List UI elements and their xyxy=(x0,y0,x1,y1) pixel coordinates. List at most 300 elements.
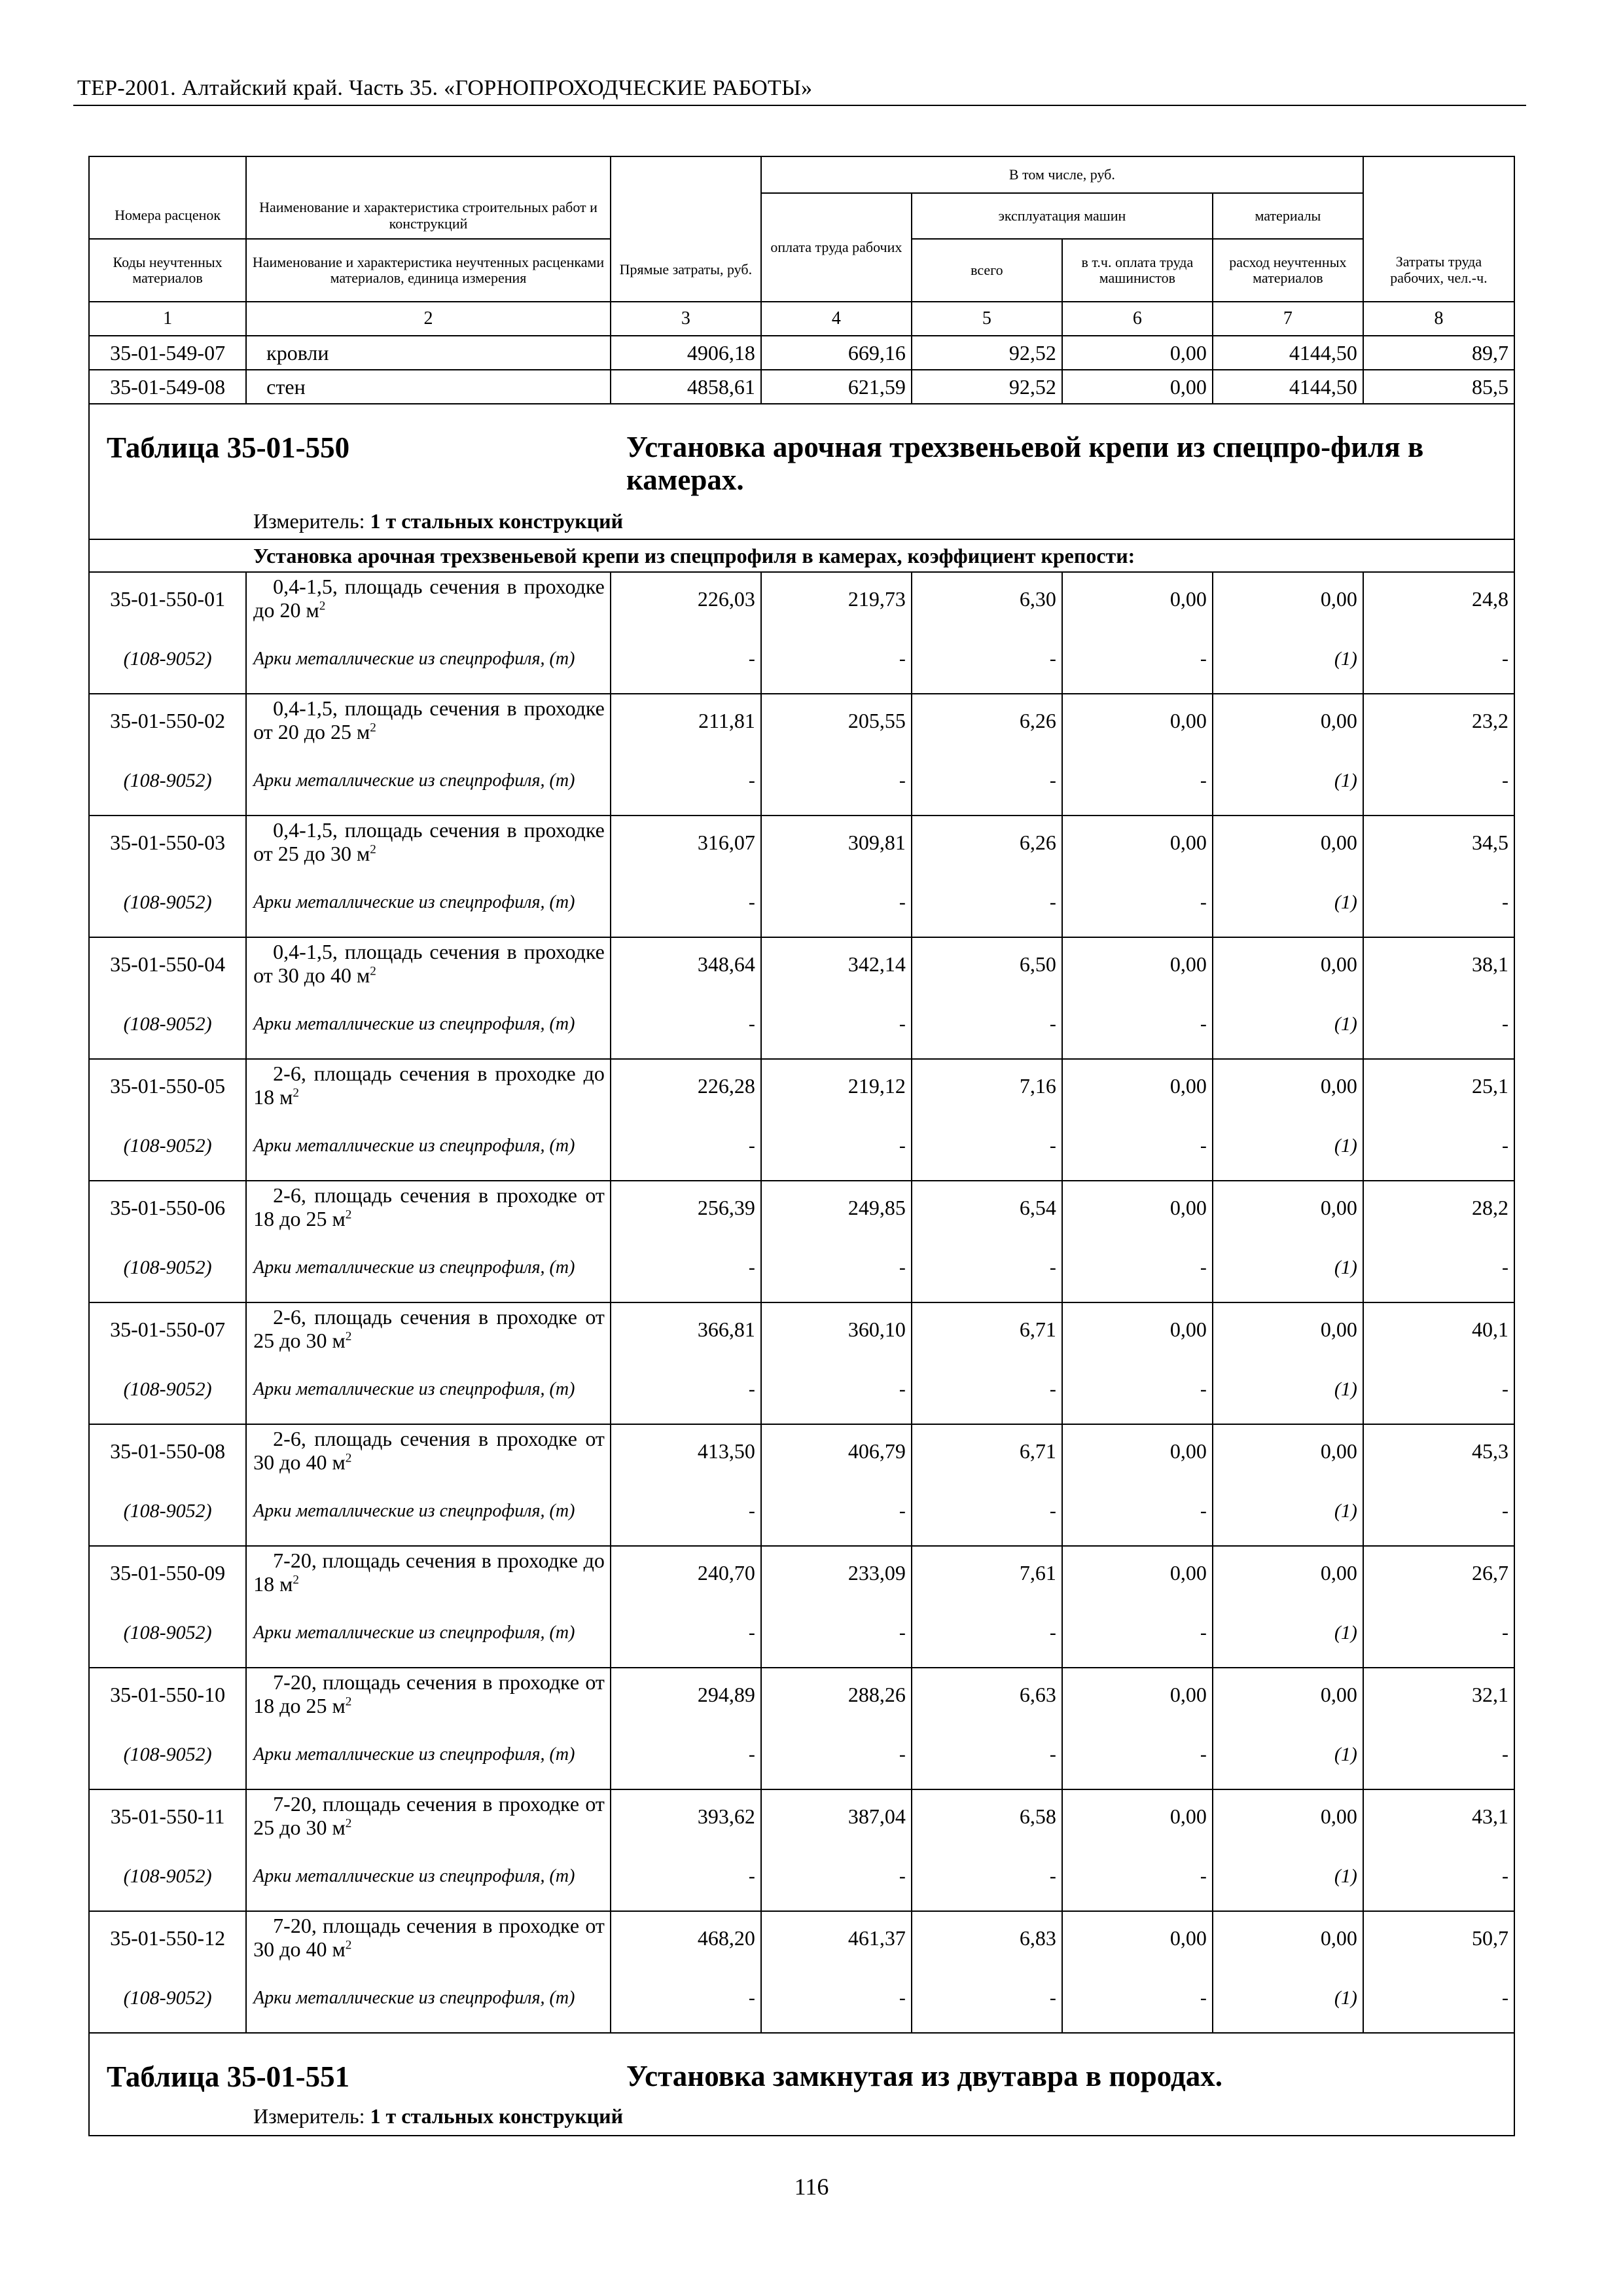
material-dash: - xyxy=(1062,1234,1213,1302)
column-number: 3 xyxy=(611,302,761,336)
material-dash: - xyxy=(912,869,1062,937)
header-machinist-wages: в т.ч. оплата труда машинистов xyxy=(1062,239,1213,302)
value-c8: 50,7 xyxy=(1363,1911,1514,1964)
material-dash: - xyxy=(611,747,761,816)
rate-code: 35-01-550-09 xyxy=(89,1546,246,1599)
material-code: (108-9052) xyxy=(89,869,246,937)
material-dash: - xyxy=(1363,1842,1514,1911)
value-c4: 219,73 xyxy=(761,572,912,625)
material-name: Арки металлические из спецпрофиля, (т) xyxy=(246,990,611,1059)
work-name-cell xyxy=(246,1302,611,1355)
material-dash: - xyxy=(1363,1599,1514,1668)
material-quantity: (1) xyxy=(1213,1112,1363,1181)
value-c6: 0,00 xyxy=(1062,1668,1213,1721)
material-code: (108-9052) xyxy=(89,1964,246,2033)
material-dash: - xyxy=(761,1842,912,1911)
material-row xyxy=(89,625,1514,694)
material-name: Арки металлические из спецпрофиля, (т) xyxy=(246,1599,611,1668)
value-c8: 28,2 xyxy=(1363,1181,1514,1234)
material-name: Арки металлические из спецпрофиля, (т) xyxy=(246,1842,611,1911)
material-dash: - xyxy=(611,1964,761,2033)
material-dash: - xyxy=(912,625,1062,694)
value-c7: 0,00 xyxy=(1213,816,1363,869)
material-name: Арки металлические из спецпрофиля, (т) xyxy=(246,1721,611,1789)
material-dash: - xyxy=(912,990,1062,1059)
column-number: 6 xyxy=(1062,302,1213,336)
material-quantity: (1) xyxy=(1213,869,1363,937)
section-heading-row xyxy=(89,404,1514,539)
value-c5: 7,16 xyxy=(912,1059,1062,1112)
unit-superscript: 2 xyxy=(345,1816,352,1831)
column-number: 8 xyxy=(1363,302,1514,336)
value-c8: 40,1 xyxy=(1363,1302,1514,1355)
section-table-title: Таблица 35-01-551 xyxy=(107,2060,350,2093)
value-c8: 32,1 xyxy=(1363,1668,1514,1721)
material-code: (108-9052) xyxy=(89,1234,246,1302)
unit-superscript: 2 xyxy=(370,721,376,735)
value-c4: 669,16 xyxy=(761,336,912,370)
value-c5: 6,83 xyxy=(912,1911,1062,1964)
value-c3: 348,64 xyxy=(611,937,761,990)
material-dash: - xyxy=(761,1964,912,2033)
value-c4: 621,59 xyxy=(761,370,912,404)
unit-superscript: 2 xyxy=(345,1938,352,1952)
material-dash: - xyxy=(1363,1721,1514,1789)
value-c7: 0,00 xyxy=(1213,937,1363,990)
value-c4: 406,79 xyxy=(761,1424,912,1477)
material-code: (108-9052) xyxy=(89,1477,246,1546)
material-dash: - xyxy=(1062,1355,1213,1424)
value-c5: 6,30 xyxy=(912,572,1062,625)
work-name: 7-20, площадь сечения в проходке от 18 до 25 м xyxy=(253,1670,605,1717)
value-c4: 360,10 xyxy=(761,1302,912,1355)
material-row xyxy=(89,1599,1514,1668)
material-dash: - xyxy=(761,625,912,694)
work-name-cell xyxy=(246,1059,611,1112)
value-c6: 0,00 xyxy=(1062,937,1213,990)
value-c7: 0,00 xyxy=(1213,1789,1363,1842)
value-c5: 6,26 xyxy=(912,816,1062,869)
rate-code: 35-01-550-10 xyxy=(89,1668,246,1721)
column-number: 4 xyxy=(761,302,912,336)
material-quantity: (1) xyxy=(1213,1599,1363,1668)
material-dash: - xyxy=(611,869,761,937)
value-c4: 309,81 xyxy=(761,816,912,869)
material-dash: - xyxy=(912,1842,1062,1911)
material-dash: - xyxy=(912,1112,1062,1181)
material-dash: - xyxy=(1062,1477,1213,1546)
value-c4: 249,85 xyxy=(761,1181,912,1234)
material-dash: - xyxy=(1363,1477,1514,1546)
rate-code: 35-01-550-01 xyxy=(89,572,246,625)
header-materials: материалы xyxy=(1213,193,1363,239)
value-c8: 43,1 xyxy=(1363,1789,1514,1842)
rate-code: 35-01-549-08 xyxy=(89,370,246,404)
value-c5: 6,54 xyxy=(912,1181,1062,1234)
value-c7: 4144,50 xyxy=(1213,336,1363,370)
material-dash: - xyxy=(611,1721,761,1789)
unit-superscript: 2 xyxy=(319,599,326,613)
page-number: 116 xyxy=(794,2174,829,2200)
section-subheading: Установка арочная трехзвеньевой крепи из спецпрофиля в камерах, коэффициент крепости: xyxy=(89,539,1514,572)
table-row xyxy=(89,572,1514,625)
material-dash: - xyxy=(1062,625,1213,694)
value-c4: 233,09 xyxy=(761,1546,912,1599)
material-code: (108-9052) xyxy=(89,625,246,694)
header-worker-wages: оплата труда рабочих xyxy=(761,193,912,302)
material-name: Арки металлические из спецпрофиля, (т) xyxy=(246,1112,611,1181)
table-row xyxy=(89,1546,1514,1599)
material-row xyxy=(89,869,1514,937)
table-row xyxy=(89,1181,1514,1234)
value-c6: 0,00 xyxy=(1062,1424,1213,1477)
material-dash: - xyxy=(611,625,761,694)
table-row xyxy=(89,1424,1514,1477)
value-c4: 342,14 xyxy=(761,937,912,990)
header-including: В том числе, руб. xyxy=(761,156,1363,193)
work-name-cell xyxy=(246,1789,611,1842)
material-code: (108-9052) xyxy=(89,1599,246,1668)
subheading-row xyxy=(89,539,1514,572)
work-name: 0,4-1,5, площадь сечения в проходке от 30 до 40 м xyxy=(253,940,605,987)
value-c4: 387,04 xyxy=(761,1789,912,1842)
work-name: 2-6, площадь сечения в проходке от 25 до 30 м xyxy=(253,1305,605,1352)
material-quantity: (1) xyxy=(1213,1721,1363,1789)
material-dash: - xyxy=(761,1112,912,1181)
material-dash: - xyxy=(761,1599,912,1668)
meter-label: Измеритель: xyxy=(253,2104,365,2128)
value-c3: 226,28 xyxy=(611,1059,761,1112)
value-c6: 0,00 xyxy=(1062,572,1213,625)
work-name: 0,4-1,5, площадь сечения в проходке до 20 м xyxy=(253,575,605,622)
unit-superscript: 2 xyxy=(345,1695,352,1709)
material-dash: - xyxy=(1062,1721,1213,1789)
work-name-cell xyxy=(246,1668,611,1721)
work-name: 2-6, площадь сечения в проходке от 18 до 25 м xyxy=(253,1183,605,1230)
material-code: (108-9052) xyxy=(89,1842,246,1911)
work-name: кровли xyxy=(246,336,611,370)
unit-superscript: 2 xyxy=(345,1208,352,1222)
rate-code: 35-01-550-11 xyxy=(89,1789,246,1842)
value-c5: 6,50 xyxy=(912,937,1062,990)
work-name-cell xyxy=(246,1181,611,1234)
table-row xyxy=(89,816,1514,869)
table-row xyxy=(89,1789,1514,1842)
value-c8: 26,7 xyxy=(1363,1546,1514,1599)
work-name-cell xyxy=(246,1424,611,1477)
table-row xyxy=(89,370,1514,404)
section-heading-inner xyxy=(90,404,1514,539)
material-dash: - xyxy=(1363,1964,1514,2033)
material-dash: - xyxy=(912,1234,1062,1302)
material-dash: - xyxy=(761,1721,912,1789)
value-c7: 0,00 xyxy=(1213,1911,1363,1964)
material-row xyxy=(89,1234,1514,1302)
value-c8: 38,1 xyxy=(1363,937,1514,990)
value-c5: 92,52 xyxy=(912,370,1062,404)
material-dash: - xyxy=(611,1234,761,1302)
meter-label: Измеритель: xyxy=(253,509,365,533)
value-c7: 0,00 xyxy=(1213,1668,1363,1721)
material-dash: - xyxy=(1062,990,1213,1059)
section-heading-row xyxy=(89,2033,1514,2136)
value-c3: 4906,18 xyxy=(611,336,761,370)
material-dash: - xyxy=(611,1477,761,1546)
material-name: Арки металлические из спецпрофиля, (т) xyxy=(246,625,611,694)
material-quantity: (1) xyxy=(1213,1964,1363,2033)
column-number: 7 xyxy=(1213,302,1363,336)
header-work-name: Наименование и характеристика строительных работ и конструкций xyxy=(246,193,611,239)
value-c5: 92,52 xyxy=(912,336,1062,370)
material-dash: - xyxy=(912,1721,1062,1789)
value-c6: 0,00 xyxy=(1062,1302,1213,1355)
material-row xyxy=(89,1721,1514,1789)
material-row xyxy=(89,1842,1514,1911)
header-col2-top-spacer xyxy=(246,156,611,193)
value-c4: 288,26 xyxy=(761,1668,912,1721)
section-description: Установка арочная трехзвеньевой крепи из спецпро-филя в камерах. xyxy=(626,431,1424,497)
material-dash: - xyxy=(1363,1355,1514,1424)
material-code: (108-9052) xyxy=(89,1721,246,1789)
column-numbers-row xyxy=(89,302,1514,336)
material-dash: - xyxy=(761,747,912,816)
material-dash: - xyxy=(611,1355,761,1424)
value-c8: 45,3 xyxy=(1363,1424,1514,1477)
material-dash: - xyxy=(912,1964,1062,2033)
material-quantity: (1) xyxy=(1213,990,1363,1059)
material-quantity: (1) xyxy=(1213,625,1363,694)
material-dash: - xyxy=(1363,1112,1514,1181)
value-c5: 6,63 xyxy=(912,1668,1062,1721)
material-dash: - xyxy=(611,990,761,1059)
material-dash: - xyxy=(1062,1599,1213,1668)
material-dash: - xyxy=(761,869,912,937)
rate-code: 35-01-550-04 xyxy=(89,937,246,990)
material-dash: - xyxy=(611,1599,761,1668)
value-c3: 366,81 xyxy=(611,1302,761,1355)
material-dash: - xyxy=(1062,1964,1213,2033)
rate-code: 35-01-550-03 xyxy=(89,816,246,869)
material-dash: - xyxy=(611,1842,761,1911)
value-c5: 6,26 xyxy=(912,694,1062,747)
unit-superscript: 2 xyxy=(345,1329,352,1344)
material-dash: - xyxy=(611,1112,761,1181)
value-c4: 219,12 xyxy=(761,1059,912,1112)
material-name: Арки металлические из спецпрофиля, (т) xyxy=(246,1234,611,1302)
value-c4: 461,37 xyxy=(761,1911,912,1964)
rate-code: 35-01-550-08 xyxy=(89,1424,246,1477)
header-direct-costs: Прямые затраты, руб. xyxy=(611,239,761,302)
header-material-codes: Коды неучтенных материалов xyxy=(89,239,246,302)
material-row xyxy=(89,1477,1514,1546)
value-c3: 294,89 xyxy=(611,1668,761,1721)
material-dash: - xyxy=(912,1477,1062,1546)
table-row xyxy=(89,1911,1514,1964)
value-c8: 23,2 xyxy=(1363,694,1514,747)
material-dash: - xyxy=(1062,1842,1213,1911)
column-number: 2 xyxy=(246,302,611,336)
work-name-cell xyxy=(246,816,611,869)
meter-value: 1 т стальных конструкций xyxy=(370,509,624,533)
value-c3: 240,70 xyxy=(611,1546,761,1599)
material-quantity: (1) xyxy=(1213,1477,1363,1546)
material-name: Арки металлические из спецпрофиля, (т) xyxy=(246,747,611,816)
value-c3: 413,50 xyxy=(611,1424,761,1477)
value-c7: 0,00 xyxy=(1213,1302,1363,1355)
table-row xyxy=(89,336,1514,370)
rate-code: 35-01-550-05 xyxy=(89,1059,246,1112)
value-c5: 6,71 xyxy=(912,1302,1062,1355)
material-code: (108-9052) xyxy=(89,1355,246,1424)
material-dash: - xyxy=(761,990,912,1059)
material-dash: - xyxy=(912,1599,1062,1668)
material-dash: - xyxy=(1363,869,1514,937)
material-dash: - xyxy=(912,747,1062,816)
value-c3: 468,20 xyxy=(611,1911,761,1964)
value-c7: 0,00 xyxy=(1213,1546,1363,1599)
value-c6: 0,00 xyxy=(1062,1546,1213,1599)
page-header-title: ТЕР-2001. Алтайский край. Часть 35. «ГОРНОПРОХОДЧЕСКИЕ РАБОТЫ» xyxy=(77,76,813,100)
value-c6: 0,00 xyxy=(1062,1059,1213,1112)
value-c7: 0,00 xyxy=(1213,694,1363,747)
header-rule xyxy=(73,105,1526,106)
table-row xyxy=(89,1302,1514,1355)
material-name: Арки металлические из спецпрофиля, (т) xyxy=(246,1964,611,2033)
value-c3: 256,39 xyxy=(611,1181,761,1234)
material-dash: - xyxy=(1363,990,1514,1059)
header-col8-spacer xyxy=(1363,156,1514,239)
header-col1-top-spacer xyxy=(89,156,246,193)
header-col3-spacer xyxy=(611,156,761,239)
material-code: (108-9052) xyxy=(89,990,246,1059)
rate-code: 35-01-550-12 xyxy=(89,1911,246,1964)
price-table xyxy=(88,156,1515,2136)
material-dash: - xyxy=(1363,625,1514,694)
value-c8: 25,1 xyxy=(1363,1059,1514,1112)
section-meter xyxy=(253,2104,623,2128)
material-dash: - xyxy=(761,1234,912,1302)
work-name-cell xyxy=(246,572,611,625)
value-c7: 0,00 xyxy=(1213,1424,1363,1477)
header-material-name: Наименование и характеристика неучтенных расценками материалов, единица измерения xyxy=(246,239,611,302)
work-name-cell xyxy=(246,694,611,747)
value-c5: 6,58 xyxy=(912,1789,1062,1842)
material-name: Арки металлические из спецпрофиля, (т) xyxy=(246,1477,611,1546)
value-c6: 0,00 xyxy=(1062,694,1213,747)
material-code: (108-9052) xyxy=(89,747,246,816)
work-name-cell xyxy=(246,937,611,990)
material-quantity: (1) xyxy=(1213,747,1363,816)
section-table-title: Таблица 35-01-550 xyxy=(107,431,350,464)
material-dash: - xyxy=(1062,1112,1213,1181)
material-quantity: (1) xyxy=(1213,1355,1363,1424)
section-meter xyxy=(253,509,623,533)
value-c4: 205,55 xyxy=(761,694,912,747)
value-c3: 393,62 xyxy=(611,1789,761,1842)
value-c3: 211,81 xyxy=(611,694,761,747)
material-code: (108-9052) xyxy=(89,1112,246,1181)
material-row xyxy=(89,1964,1514,2033)
unit-superscript: 2 xyxy=(370,964,376,978)
material-row xyxy=(89,747,1514,816)
unit-superscript: 2 xyxy=(293,1573,300,1587)
work-name-cell xyxy=(246,1546,611,1599)
header-machines-total: всего xyxy=(912,239,1062,302)
material-dash: - xyxy=(1363,1234,1514,1302)
material-dash: - xyxy=(912,1355,1062,1424)
header-material-consumption: расход неучтенных материалов xyxy=(1213,239,1363,302)
value-c6: 0,00 xyxy=(1062,816,1213,869)
section-heading xyxy=(89,2033,1514,2136)
table-row xyxy=(89,937,1514,990)
value-c5: 6,71 xyxy=(912,1424,1062,1477)
value-c8: 89,7 xyxy=(1363,336,1514,370)
value-c6: 0,00 xyxy=(1062,370,1213,404)
work-name: 7-20, площадь сечения в проходке до 18 м xyxy=(253,1549,605,1596)
table-row xyxy=(89,1059,1514,1112)
unit-superscript: 2 xyxy=(345,1451,352,1465)
section-heading-inner xyxy=(90,2034,1514,2135)
unit-superscript: 2 xyxy=(293,1086,300,1100)
material-row xyxy=(89,1112,1514,1181)
work-name: 2-6, площадь сечения в проходке до 18 м xyxy=(253,1062,605,1109)
work-name-cell xyxy=(246,1911,611,1964)
value-c5: 7,61 xyxy=(912,1546,1062,1599)
work-name: 0,4-1,5, площадь сечения в проходке от 25 до 30 м xyxy=(253,818,605,865)
material-row xyxy=(89,990,1514,1059)
section-description: Установка замкнутая из двутавра в породах. xyxy=(626,2060,1222,2092)
value-c7: 4144,50 xyxy=(1213,370,1363,404)
value-c7: 0,00 xyxy=(1213,572,1363,625)
rate-code: 35-01-549-07 xyxy=(89,336,246,370)
value-c6: 0,00 xyxy=(1062,1181,1213,1234)
unit-superscript: 2 xyxy=(370,842,376,857)
material-quantity: (1) xyxy=(1213,1234,1363,1302)
work-name: 2-6, площадь сечения в проходке от 30 до 40 м xyxy=(253,1427,605,1474)
header-labor-costs: Затраты труда рабочих, чел.-ч. xyxy=(1363,239,1514,302)
value-c8: 24,8 xyxy=(1363,572,1514,625)
material-dash: - xyxy=(1062,747,1213,816)
material-row xyxy=(89,1355,1514,1424)
value-c6: 0,00 xyxy=(1062,1911,1213,1964)
value-c6: 0,00 xyxy=(1062,336,1213,370)
section-heading xyxy=(89,404,1514,539)
table-row xyxy=(89,694,1514,747)
work-name: 7-20, площадь сечения в проходке от 25 до 30 м xyxy=(253,1792,605,1839)
value-c8: 34,5 xyxy=(1363,816,1514,869)
value-c3: 226,03 xyxy=(611,572,761,625)
value-c3: 4858,61 xyxy=(611,370,761,404)
work-name: 0,4-1,5, площадь сечения в проходке от 20 до 25 м xyxy=(253,696,605,744)
material-dash: - xyxy=(761,1355,912,1424)
value-c7: 0,00 xyxy=(1213,1181,1363,1234)
material-name: Арки металлические из спецпрофиля, (т) xyxy=(246,1355,611,1424)
column-number: 5 xyxy=(912,302,1062,336)
table-row xyxy=(89,1668,1514,1721)
material-dash: - xyxy=(761,1477,912,1546)
value-c8: 85,5 xyxy=(1363,370,1514,404)
rate-code: 35-01-550-02 xyxy=(89,694,246,747)
rate-code: 35-01-550-07 xyxy=(89,1302,246,1355)
value-c6: 0,00 xyxy=(1062,1789,1213,1842)
column-number: 1 xyxy=(89,302,246,336)
value-c7: 0,00 xyxy=(1213,1059,1363,1112)
header-rate-numbers: Номера расценок xyxy=(89,193,246,239)
work-name: 7-20, площадь сечения в проходке от 30 до 40 м xyxy=(253,1914,605,1961)
header-machines: эксплуатация машин xyxy=(912,193,1213,239)
meter-value: 1 т стальных конструкций xyxy=(370,2104,624,2128)
rate-code: 35-01-550-06 xyxy=(89,1181,246,1234)
